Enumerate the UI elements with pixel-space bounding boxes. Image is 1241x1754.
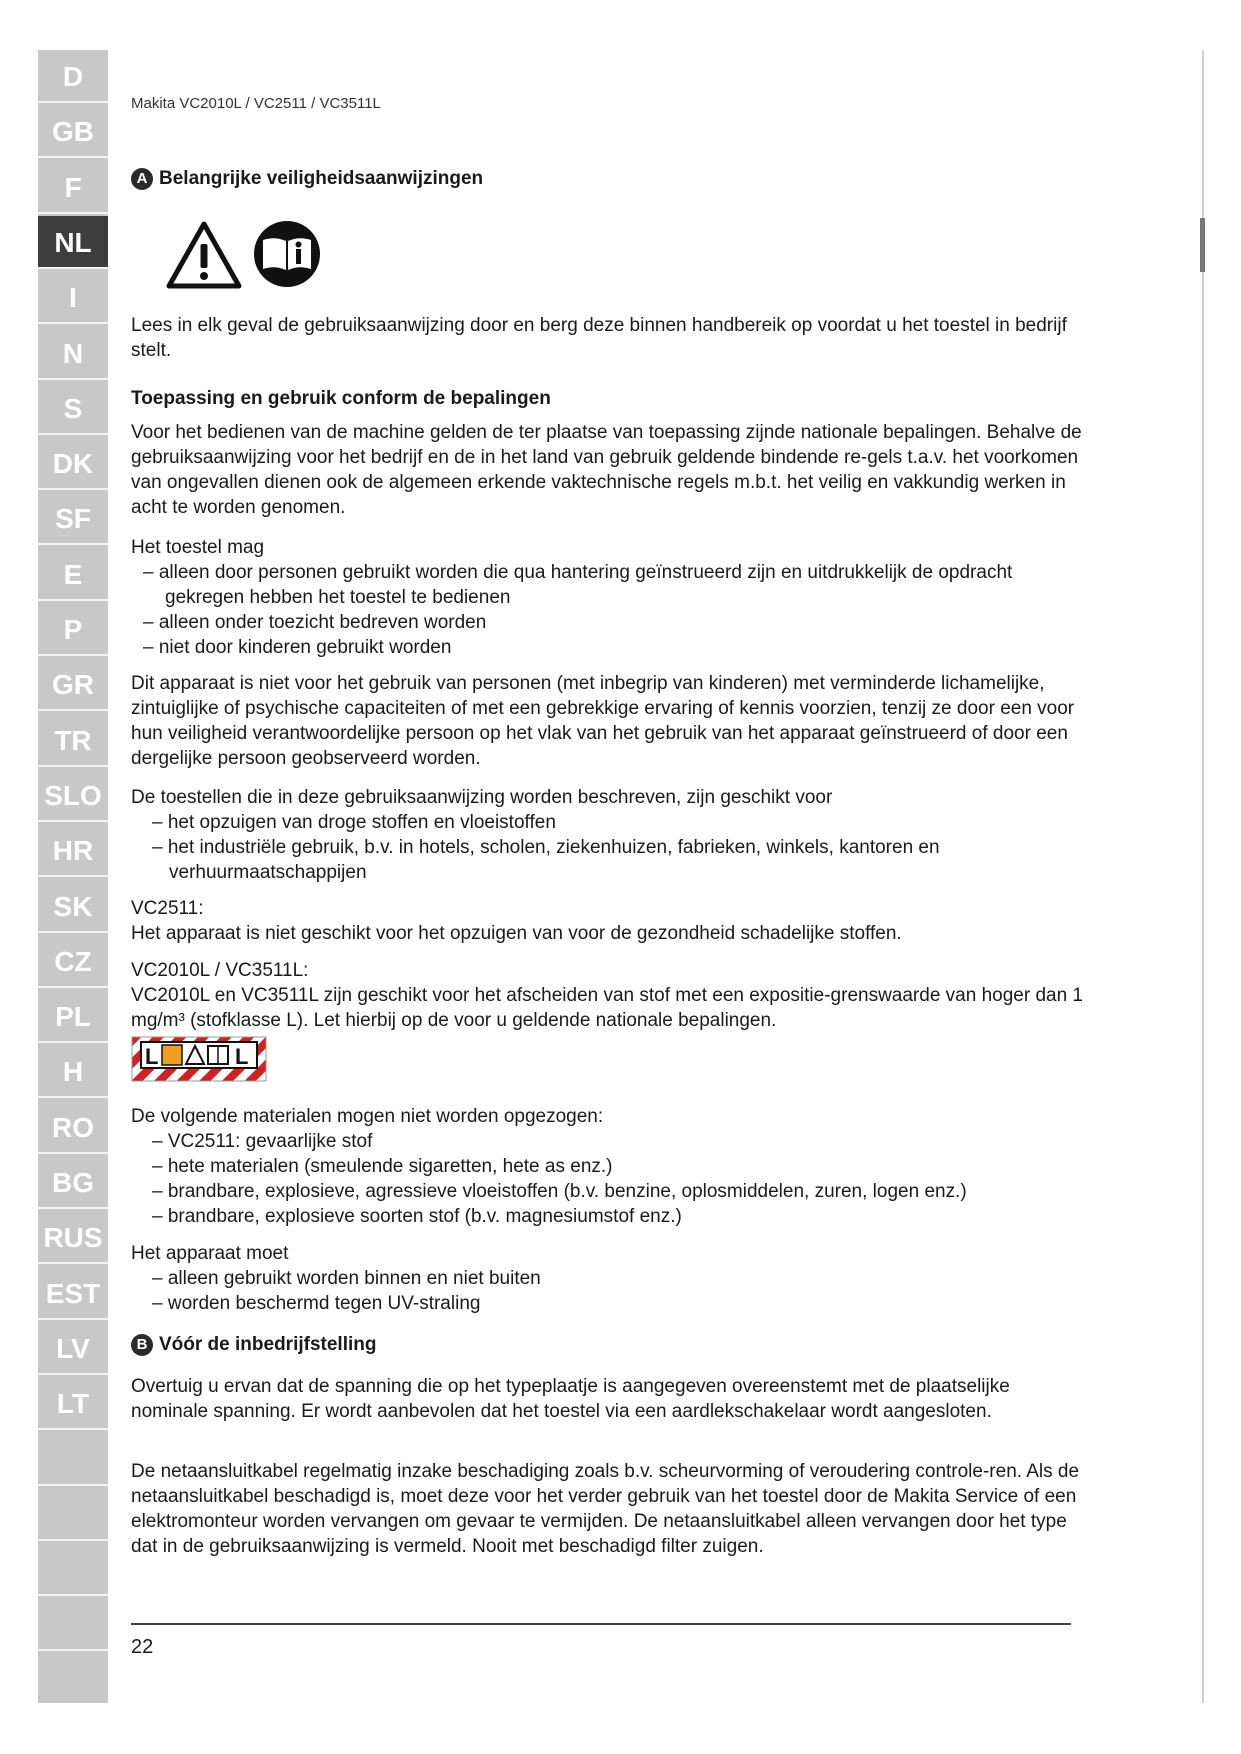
footer-rule — [131, 1623, 1071, 1625]
language-tab-s: S — [38, 382, 108, 435]
section-b-title: Vóór de inbedrijfstelling — [159, 1334, 377, 1355]
section-a-title: Belangrijke veiligheidsaanwijzingen — [159, 168, 484, 189]
must-title: Het apparaat moet — [131, 1243, 289, 1264]
warning-triangle-icon — [169, 224, 239, 286]
list-item: – alleen door personen gebruikt worden die qua hantering geïnstrueerd zijn en uitdrukkelijk de opdracht gekregen hebben het toestel te bedienen — [143, 562, 1013, 608]
language-tab-bg: BG — [38, 1156, 108, 1209]
section-b-text-1: Overtuig u ervan dat de spanning die op het typeplaatje is aangegeven overeenstemt met de plaatselijke nominale spanning. Er wordt aanbevolen dat het toestel via een aardlekschakelaar wordt aangesloten. — [131, 1376, 1010, 1422]
list-item: – worden beschermd tegen UV-straling — [152, 1293, 481, 1314]
list-item: – VC2511: gevaarlijke stof — [152, 1131, 373, 1152]
page-number: 22 — [131, 1636, 154, 1658]
language-tab-nl: NL — [38, 216, 108, 269]
section-b-paragraph-2 — [131, 1459, 1091, 1559]
model-header: Makita VC2010L / VC2511 / VC3511L — [131, 95, 381, 112]
usage-title: Toepassing en gebruik conform de bepalingen — [131, 388, 551, 409]
language-tab-f: F — [38, 161, 108, 214]
vc2511-block — [131, 896, 1091, 946]
list-item: – brandbare, explosieve, agressieve vloeistoffen (b.v. benzine, oplosmiddelen, zuren, logen enz.) — [152, 1181, 967, 1202]
may-block — [131, 535, 1091, 660]
language-tab-empty — [38, 1488, 108, 1541]
may-title: Het toestel mag — [131, 537, 265, 558]
label-class-right: L — [235, 1044, 249, 1069]
language-tab-slo: SLO — [38, 769, 108, 822]
read-manual-icon — [254, 221, 320, 287]
dust-class-l-label — [131, 1036, 267, 1082]
section-b-paragraph-1 — [131, 1374, 1091, 1424]
language-tab-ro: RO — [38, 1101, 108, 1154]
list-item: – hete materialen (smeulende sigaretten, hete as enz.) — [152, 1156, 613, 1177]
vcl-title: VC2010L / VC3511L: — [131, 960, 309, 981]
section-b-text-2: De netaansluitkabel regelmatig inzake beschadiging zoals b.v. scheurvorming of veroudering controle-ren. Als de netaansluitkabel beschadigd is, moet deze voor het verder gebruik van het toestel door de Makita Service of een elektromonteur worden vervangen om gevaar te vermijden. De netaansluitkabel alleen vervangen door het type dat in de gebruiksaanwijzing is vermeld. Nooit met beschadigd filter zuigen. — [131, 1461, 1080, 1557]
must-block — [131, 1241, 1091, 1316]
section-b-heading — [131, 1334, 376, 1356]
list-item: – het opzuigen van droge stoffen en vloeistoffen — [152, 812, 556, 833]
language-tab-pl: PL — [38, 990, 108, 1043]
language-tab-empty — [38, 1433, 108, 1486]
language-tab-h: H — [38, 1045, 108, 1098]
persons-text: Dit apparaat is niet voor het gebruik van personen (met inbegrip van kinderen) met verminderde lichamelijke, zintuiglijke of psychische capaciteiten of met een gebrekkige ervaring of kennis voorzien, tenzij ze door een voor hun veiligheid verantwoordelijke persoon op het vlak van het gebruik van het apparaat geïnstrueerd of door een dergelijke persoon geobserveerd worden. — [131, 673, 1075, 769]
list-item: – het industriële gebruik, b.v. in hotels, scholen, ziekenhuizen, fabrieken, winkels, kantoren en verhuurmaatschappijen — [152, 837, 940, 883]
section-b-badge: B — [131, 1334, 153, 1356]
right-margin-line — [1202, 50, 1204, 1703]
not-allowed-title: De volgende materialen mogen niet worden opgezogen: — [131, 1106, 604, 1127]
language-tab-n: N — [38, 327, 108, 380]
section-a-badge: A — [131, 168, 153, 190]
language-tab-sk: SK — [38, 880, 108, 933]
language-tab-p: P — [38, 603, 108, 656]
language-tab-dk: DK — [38, 437, 108, 490]
language-tab-empty — [38, 1598, 108, 1651]
list-item: – niet door kinderen gebruikt worden — [143, 637, 452, 658]
label-class-left: L — [145, 1044, 159, 1069]
suitable-title: De toestellen die in deze gebruiksaanwijzing worden beschreven, zijn geschikt voor — [131, 787, 833, 808]
language-tab-empty — [38, 1543, 108, 1596]
persons-paragraph — [131, 671, 1091, 771]
language-tab-tr: TR — [38, 714, 108, 767]
dust-symbol-icon — [162, 1045, 182, 1065]
language-tab-cz: CZ — [38, 935, 108, 988]
language-tab-sf: SF — [38, 492, 108, 545]
suitable-block — [131, 785, 1091, 885]
right-margin-marker — [1200, 218, 1205, 272]
language-tab-hr: HR — [38, 824, 108, 877]
list-item: – alleen gebruikt worden binnen en niet buiten — [152, 1268, 541, 1289]
section-a-heading — [131, 168, 483, 190]
language-tab-rus: RUS — [38, 1211, 108, 1264]
language-tab-lt: LT — [38, 1377, 108, 1430]
language-tab-gr: GR — [38, 658, 108, 711]
intro-text: Lees in elk geval de gebruiksaanwijzing door en berg deze binnen handbereik op voordat u het toestel in bedrijf stelt. — [131, 315, 1067, 361]
intro-paragraph — [131, 313, 1091, 363]
list-item: – alleen onder toezicht bedreven worden — [143, 612, 487, 633]
vc2511-title: VC2511: — [131, 898, 204, 919]
language-tab-d: D — [38, 50, 108, 103]
language-tab-lv: LV — [38, 1322, 108, 1375]
usage-block — [131, 386, 1091, 520]
vcl-block — [131, 958, 1091, 1033]
list-item: – brandbare, explosieve soorten stof (b.v. magnesiumstof enz.) — [152, 1206, 682, 1227]
usage-text: Voor het bedienen van de machine gelden de ter plaatse van toepassing zijnde nationale bepalingen. Behalve de gebruiksaanwijzing voor het bedrijf en de in het land van gebruik geldende bindende re-gels t.a.v. het voorkomen van ongevallen dienen ook de algemeen erkende vaktechnische regels m.b.t. het veilig en vakkundig werken in acht te worden genomen. — [131, 422, 1082, 518]
vc2511-text: Het apparaat is niet geschikt voor het opzuigen van voor de gezondheid schadelijke stoffen. — [131, 923, 902, 944]
vcl-text: VC2010L en VC3511L zijn geschikt voor het afscheiden van stof met een expositie-grenswaarde van hoger dan 1 mg/m³ (stofklasse L). Let hierbij op de voor u geldende nationale bepalingen. — [131, 985, 1084, 1031]
language-tab-est: EST — [38, 1267, 108, 1320]
language-tab-i: I — [38, 271, 108, 324]
language-tab-e: E — [38, 548, 108, 601]
language-tab-gb: GB — [38, 105, 108, 158]
not-allowed-block — [131, 1104, 1091, 1229]
language-sidebar — [38, 50, 108, 1703]
safety-icons — [165, 218, 325, 290]
